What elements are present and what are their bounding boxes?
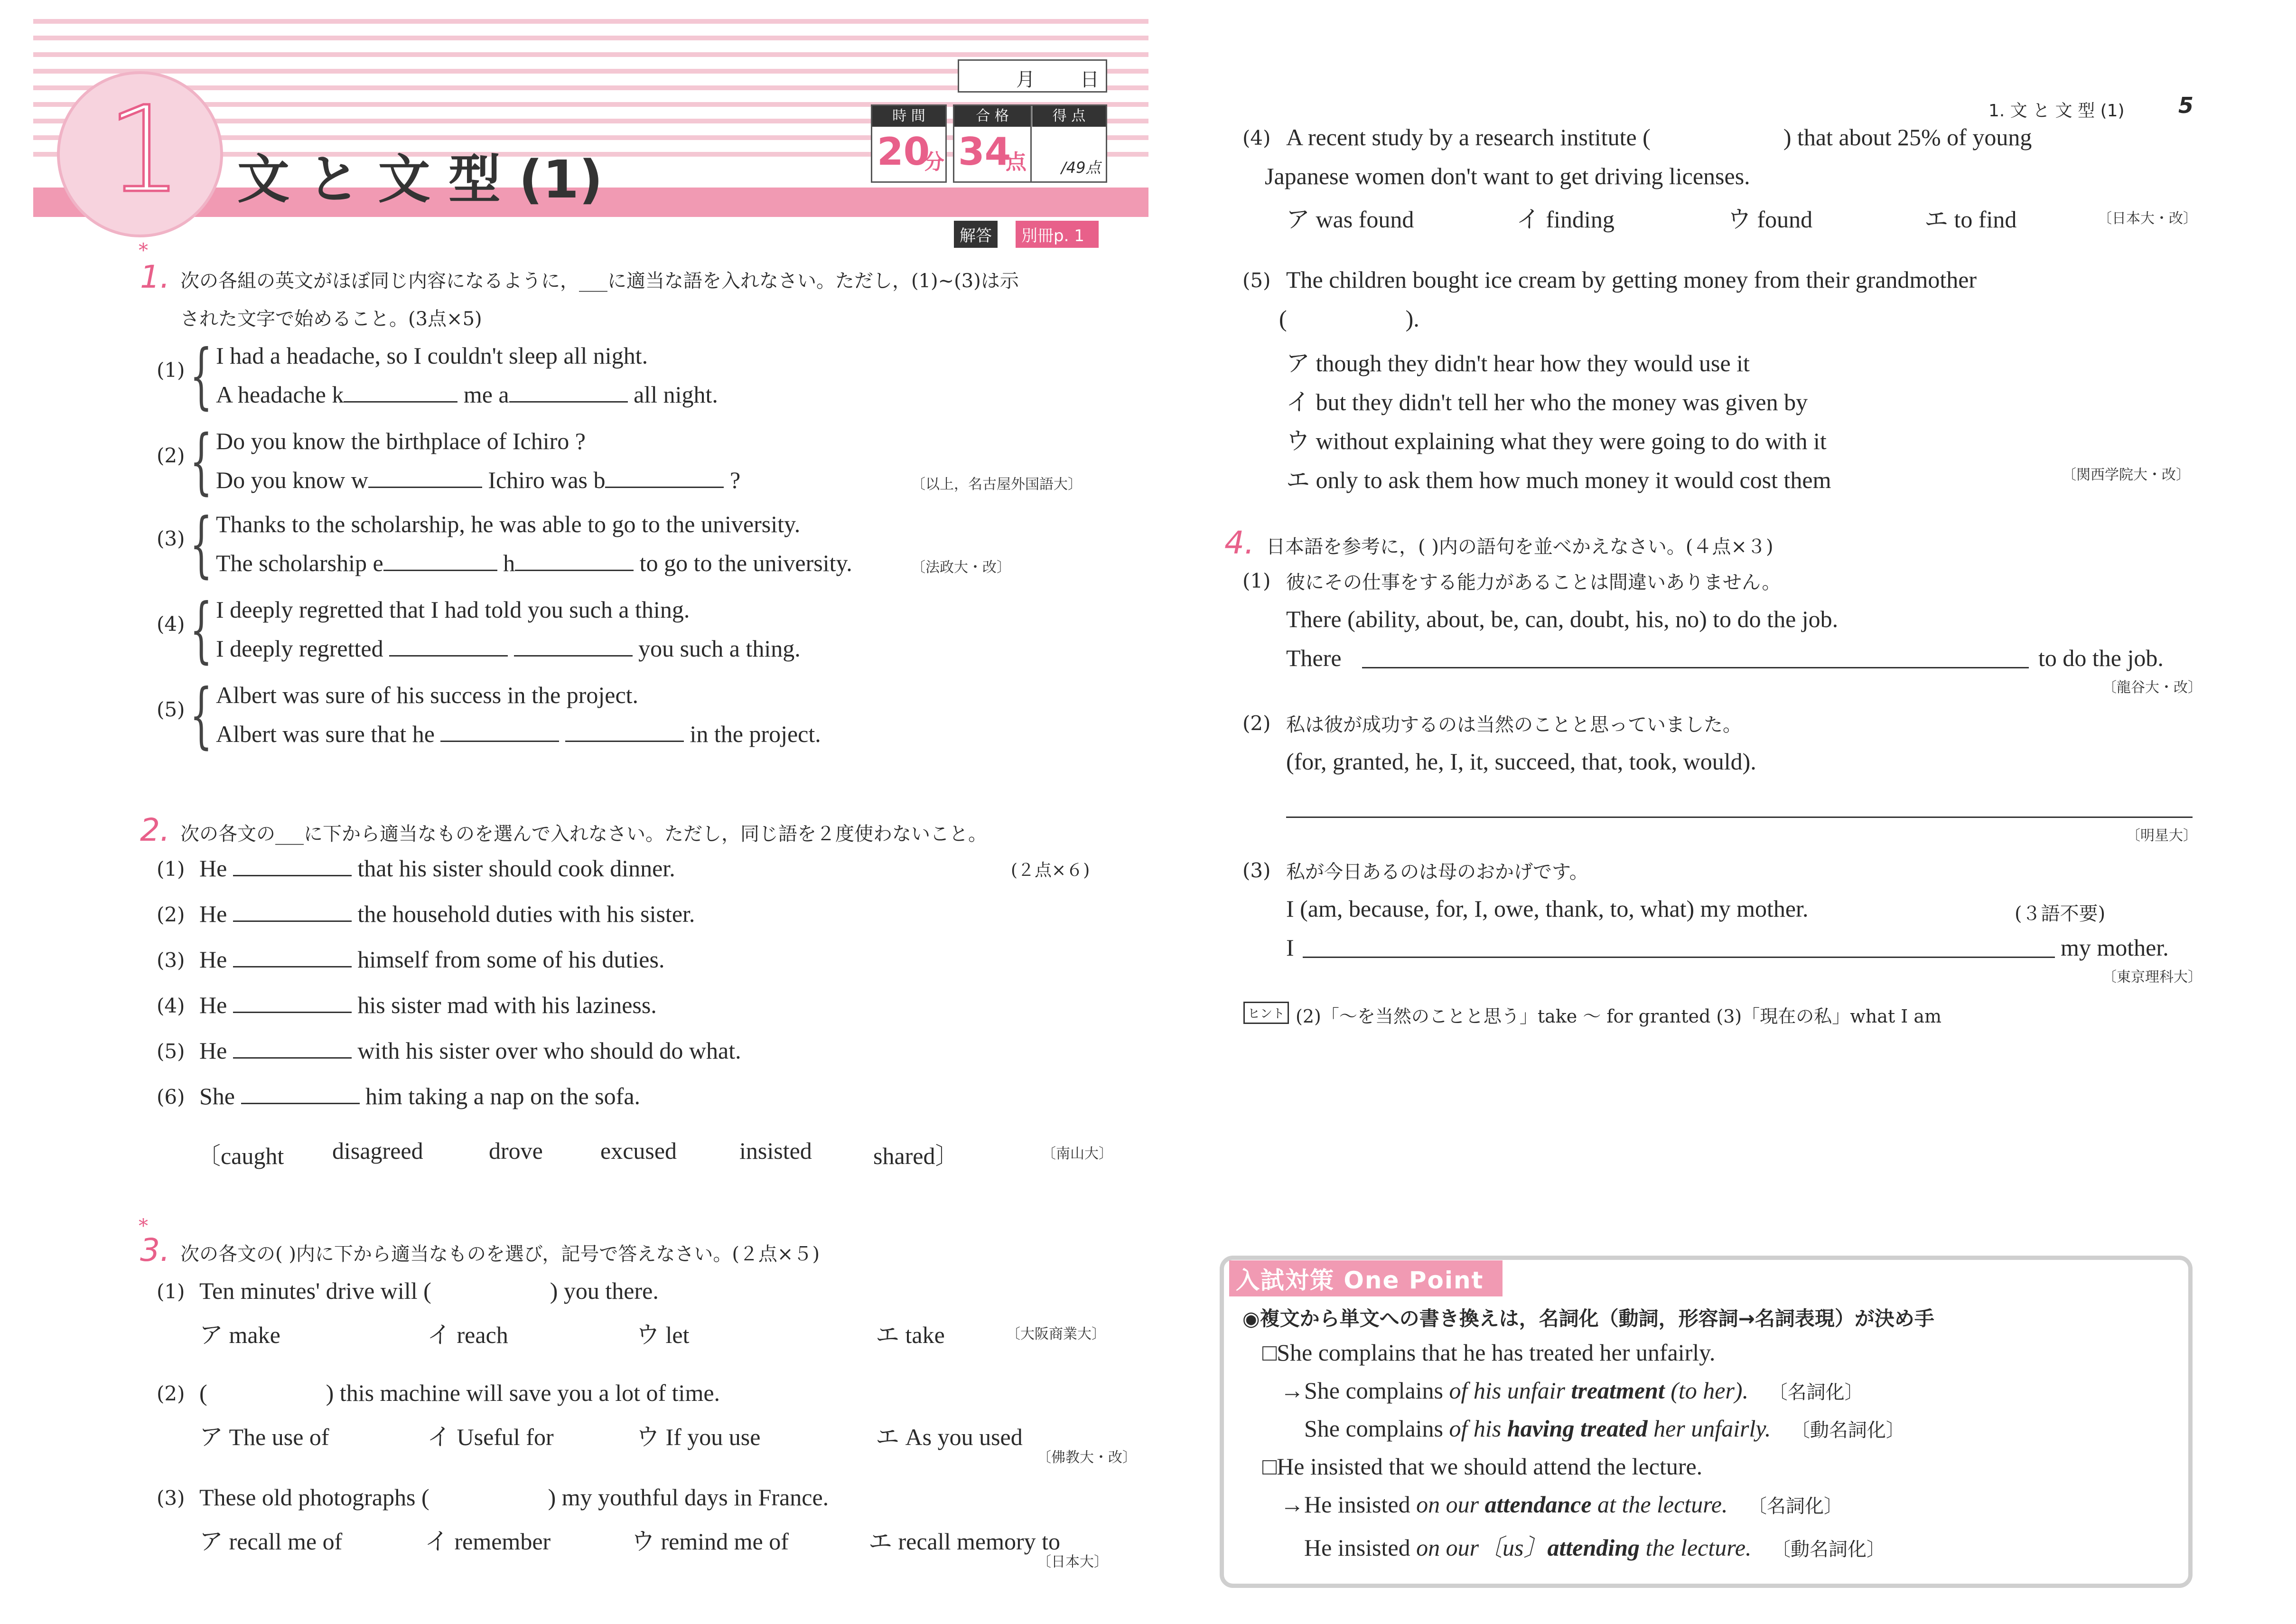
q2-instruction: 次の各文の___に下から適当なものを選んで入れなさい。ただし，同じ語を２度使わないこと。 [180, 823, 987, 845]
time-box: 時 間 20 分 [871, 104, 947, 183]
answer-blank[interactable] [368, 466, 482, 488]
q4-item-number: (3) [1242, 859, 1271, 882]
q1-item-number: (2) [157, 444, 185, 467]
q2-sentence: He that his sister should cook dinner. [199, 855, 675, 882]
q3-item-number: (2) [157, 1382, 185, 1405]
q3-source: 〔日本大・改〕 [2098, 210, 2197, 227]
onepoint-example-1b: She complains of his having treated her unfairly. 〔動名詞化〕 [1304, 1415, 1905, 1442]
q1-sentence-b: I deeply regretted you such a thing. [216, 635, 801, 662]
q4-words: I (am, because, for, I, owe, thank, to, what) my mother. [1286, 895, 1809, 922]
q2-choice: 〔caught [197, 1143, 284, 1169]
q2-points: (２点×６) [1011, 861, 1090, 880]
q4-japanese: 私は彼が成功するのは当然のことと思っていました。 [1286, 714, 1742, 736]
q3-choice: ア make [199, 1322, 280, 1348]
answer-blank[interactable] [241, 1082, 360, 1104]
q3-choice: ウ let [636, 1322, 690, 1348]
q2-sentence: He with his sister over who should do what. [199, 1037, 741, 1064]
hint-text: (2)「～を当然のことと思う」take ～ for granted (3)「現在の私」what I am [1296, 1006, 1942, 1027]
q4-item-number: (2) [1242, 712, 1271, 735]
brace-icon: { [190, 420, 213, 503]
q2-number: 2. [140, 812, 170, 848]
q4-instruction: 日本語を参考に，( )内の語句を並べかえなさい。(４点×３) [1266, 536, 1773, 558]
q4-answer-start: I [1286, 934, 1294, 961]
q3-sentence: The children bought ice cream by getting money from their grandmother [1286, 266, 1977, 293]
q3-choice: イ remember [425, 1528, 551, 1555]
q2-item-number: (5) [157, 1040, 185, 1063]
q1-number: 1. [140, 259, 170, 295]
q2-source: 〔南山大〕 [1042, 1145, 1113, 1162]
q1-source: 〔法政大・改〕 [911, 559, 1011, 576]
q3-choice: ウ If you use [636, 1424, 761, 1450]
q3-instruction: 次の各文の( )内に下から適当なものを選び，記号で答えなさい。(２点×５) [180, 1243, 820, 1265]
q4-words: There (ability, about, be, can, doubt, his, no) to do the job. [1286, 606, 1839, 632]
q1-star: * [139, 240, 148, 262]
brace-icon: { [190, 335, 213, 417]
q4-item-number: (1) [1242, 569, 1271, 592]
q3-sentence: A recent study by a research institute ( ) that about 25% of young [1286, 124, 2032, 150]
answer-blank[interactable] [233, 854, 352, 876]
q3-choice: エ recall memory to [868, 1528, 1061, 1555]
answer-tag: 解答 [954, 221, 998, 248]
q1-sentence-a: Albert was sure of his success in the project. [216, 682, 639, 708]
answer-blank[interactable] [344, 381, 457, 403]
q1-sentence-b: A headache k me a all night. [216, 381, 718, 408]
answer-blank[interactable] [233, 991, 352, 1013]
q1-source: 〔以上，名古屋外国語大〕 [911, 476, 1082, 493]
q3-choice: イ Useful for [427, 1424, 554, 1450]
q2-item-number: (6) [157, 1085, 185, 1108]
q1-sentence-a: Do you know the birthplace of Ichiro ? [216, 428, 586, 454]
onepoint-lead: ◉複文から単文への書き換えは，名詞化（動詞，形容詞→名詞表現）が決め手 [1242, 1307, 1934, 1330]
q3-choice: ア though they didn't hear how they would use it [1286, 350, 1750, 376]
q4-words: (for, granted, he, I, it, succeed, that, took, would). [1286, 748, 1756, 775]
q1-sentence-b: The scholarship e h to go to the university. [216, 550, 852, 576]
q2-sentence: He himself from some of his duties. [199, 946, 665, 973]
q2-item-number: (2) [157, 903, 185, 926]
q4-japanese: 彼にその仕事をする能力があることは間違いありません。 [1286, 572, 1781, 593]
q4-source: 〔龍谷大・改〕 [2102, 679, 2202, 696]
q3-item-number: (4) [1242, 126, 1271, 150]
q2-sentence: He the household duties with his sister. [199, 901, 695, 927]
hint-tag: ヒント [1243, 1002, 1289, 1024]
answer-blank[interactable] [509, 381, 628, 403]
q1-sentence-a: I had a headache, so I couldn't sleep all night. [216, 342, 648, 369]
q3-star: * [139, 1215, 148, 1237]
q3-source: 〔関西学院大・改〕 [2062, 467, 2190, 483]
answer-line[interactable] [1286, 817, 2193, 818]
q3-item-number: (1) [157, 1280, 185, 1303]
q1-item-number: (5) [157, 698, 185, 721]
answer-blank[interactable] [440, 720, 559, 742]
answer-blank[interactable] [389, 635, 508, 657]
q1-instruction-2: された文字で始めること。(3点×5) [180, 308, 482, 330]
q2-item-number: (3) [157, 948, 185, 972]
q3-choice: ア recall me of [199, 1528, 343, 1555]
q2-item-number: (1) [157, 857, 185, 881]
running-head: 1. 文 と 文 型 (1) [1988, 101, 2125, 121]
date-box: 月 日 [958, 59, 1107, 93]
q3-sentence: ( ) this machine will save you a lot of time. [199, 1380, 720, 1406]
q3-choice: イ but they didn't tell her who the money was given by [1286, 389, 1808, 415]
q2-sentence: He his sister mad with his laziness. [199, 992, 657, 1018]
q3-choice: ア The use of [199, 1424, 329, 1450]
q2-sentence: She him taking a nap on the sofa. [199, 1083, 641, 1109]
answer-ref[interactable]: 別冊p. 1 [1016, 221, 1099, 248]
score-box: 合 格 得 点 34 点 /49点 [953, 104, 1107, 183]
q3-sentence: These old photographs ( ) my youthful days in France. [199, 1484, 829, 1511]
q3-choice: エ only to ask them how much money it would cost them [1286, 467, 1831, 493]
q3-choice: ウ found [1727, 206, 1813, 233]
onepoint-example-2a: →He insisted on our attendance at the lecture. 〔名詞化〕 [1280, 1491, 1843, 1518]
onepoint-example-1: □She complains that he has treated her unfairly. [1262, 1339, 1716, 1366]
q2-choice: drove [489, 1137, 543, 1164]
q2-item-number: (4) [157, 994, 185, 1017]
page-title: 文 と 文 型 (1) [237, 149, 603, 210]
q2-choice: shared〕 [873, 1143, 959, 1169]
page-number: 5 [2178, 93, 2194, 118]
answer-blank[interactable] [233, 1037, 352, 1059]
q4-answer-end: my mother. [2061, 934, 2169, 961]
q2-choice: insisted [739, 1137, 812, 1164]
q1-item-number: (1) [157, 358, 185, 382]
q3-choice: ウ remind me of [631, 1528, 789, 1555]
q3-choice: ウ without explaining what they were going to do with it [1286, 428, 1827, 454]
onepoint-example-1a: →She complains of his unfair treatment (to her). 〔名詞化〕 [1280, 1377, 1864, 1404]
q1-item-number: (3) [157, 527, 185, 550]
answer-blank[interactable] [233, 900, 352, 922]
q4-note: (３語不要) [2015, 903, 2106, 925]
answer-line[interactable] [1362, 667, 2029, 668]
q3-choice: イ reach [427, 1322, 508, 1348]
q4-number: 4. [1224, 525, 1254, 561]
chapter-number: 1 [107, 81, 183, 219]
answer-blank[interactable] [383, 549, 497, 571]
brace-icon: { [190, 589, 213, 671]
q3-choice: ア was found [1286, 206, 1414, 233]
onepoint-example-2: □He insisted that we should attend the lecture. [1262, 1453, 1703, 1480]
q1-sentence-a: Thanks to the scholarship, he was able to go to the university. [216, 511, 801, 537]
q2-choice: excused [600, 1137, 677, 1164]
q4-answer-start: There [1286, 645, 1342, 671]
answer-blank[interactable] [514, 635, 633, 657]
brace-icon: { [190, 503, 213, 586]
q3-sentence-line2: Japanese women don't want to get driving licenses. [1265, 163, 1750, 189]
q3-sentence-line2: ( ). [1279, 305, 1419, 332]
q3-sentence: Ten minutes' drive will ( ) you there. [199, 1277, 659, 1304]
q3-item-number: (5) [1242, 269, 1271, 292]
onepoint-title: 入試対策 One Point [1229, 1260, 1503, 1296]
answer-line[interactable] [1303, 957, 2055, 958]
q4-answer-end: to do the job. [2038, 645, 2164, 671]
q1-item-number: (4) [157, 612, 185, 636]
q3-choice: エ to find [1924, 206, 2017, 233]
q4-japanese: 私が今日あるのは母のおかげです。 [1286, 861, 1588, 883]
q3-choice: イ finding [1516, 206, 1615, 233]
q3-choice: エ As you used [876, 1424, 1023, 1450]
brace-icon: { [190, 674, 213, 757]
answer-blank[interactable] [515, 549, 634, 571]
q2-choice: disagreed [332, 1137, 423, 1164]
q4-source: 〔東京理科大〕 [2102, 969, 2202, 986]
q3-choice: エ take [876, 1322, 945, 1348]
q3-number: 3. [140, 1232, 170, 1268]
onepoint-example-2b: He insisted on our〔us〕attending the lecture. 〔動名詞化〕 [1304, 1534, 1886, 1561]
q1-sentence-b: Albert was sure that he in the project. [216, 721, 821, 747]
q3-item-number: (3) [157, 1486, 185, 1510]
q1-instruction: 次の各組の英文がほぼ同じ内容になるように，___に適当な語を入れなさい。ただし，(1)~(3)は示 [180, 270, 1019, 292]
q3-source: 〔大阪商業大〕 [1006, 1326, 1106, 1342]
q4-source: 〔明星大〕 [2126, 827, 2197, 844]
q1-sentence-b: Do you know w Ichiro was b ? [216, 467, 741, 493]
answer-blank[interactable] [605, 466, 724, 488]
answer-blank[interactable] [233, 946, 352, 967]
answer-blank[interactable] [565, 720, 684, 742]
q3-source: 〔佛教大・改〕 [1037, 1449, 1137, 1466]
q3-source: 〔日本大〕 [1037, 1554, 1108, 1570]
q1-sentence-a: I deeply regretted that I had told you such a thing. [216, 596, 690, 623]
